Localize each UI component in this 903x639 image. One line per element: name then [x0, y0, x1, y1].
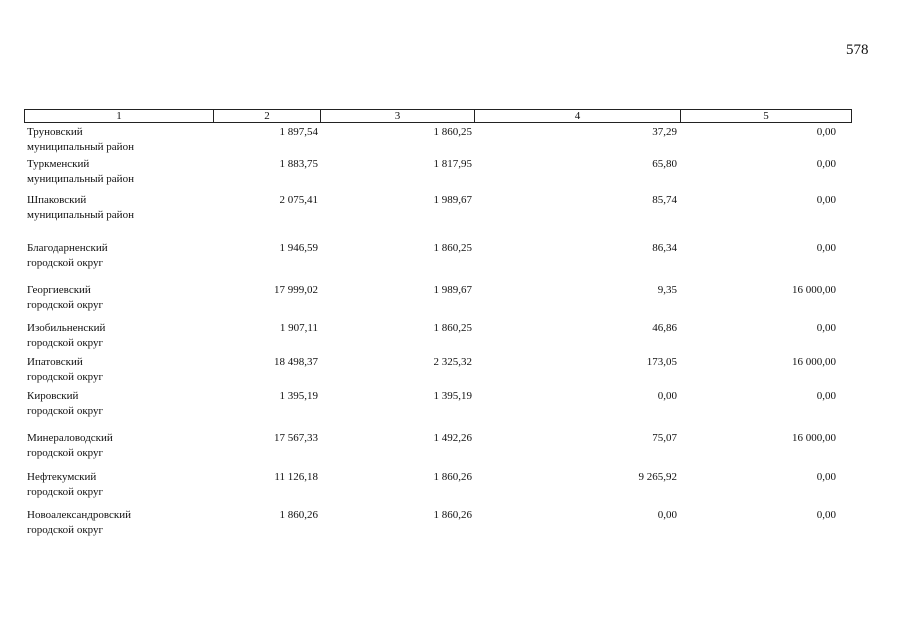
cell-col-3: 1 989,67	[433, 284, 472, 296]
cell-col-4: 173,05	[646, 356, 677, 368]
row-name-line-1: Шпаковский	[27, 194, 87, 206]
row-name	[27, 193, 207, 223]
cell-col-5: 16 000,00	[792, 432, 836, 444]
table-row	[0, 283, 903, 319]
row-name-line-2: городской округ	[27, 486, 104, 498]
row-name-line-1: Туркменский	[27, 158, 90, 170]
table-row	[0, 321, 903, 357]
table-row	[0, 157, 903, 193]
row-name-line-2: городской округ	[27, 257, 104, 269]
cell-col-5: 0,00	[816, 194, 836, 206]
cell-col-4: 9 265,92	[638, 471, 677, 483]
cell-col-4: 0,00	[657, 509, 677, 521]
cell-col-3: 1 860,25	[433, 322, 472, 334]
cell-col-4: 85,74	[652, 194, 677, 206]
table-row	[0, 241, 903, 277]
cell-col-5: 0,00	[816, 471, 836, 483]
row-name	[27, 470, 207, 500]
cell-col-4: 46,86	[652, 322, 677, 334]
cell-col-4: 86,34	[652, 242, 677, 254]
row-name-line-1: Труновский	[27, 126, 83, 138]
cell-col-4: 65,80	[652, 158, 677, 170]
header-cell-2: 2	[214, 110, 321, 122]
row-name	[27, 508, 207, 538]
cell-col-3: 1 395,19	[433, 390, 472, 402]
row-name	[27, 157, 207, 187]
cell-col-2: 1 897,54	[279, 126, 318, 138]
cell-col-2: 1 883,75	[279, 158, 318, 170]
row-name	[27, 241, 207, 271]
cell-col-5: 0,00	[816, 126, 836, 138]
table-row	[0, 508, 903, 544]
row-name-line-2: городской округ	[27, 524, 104, 536]
table-row	[0, 470, 903, 506]
cell-col-3: 1 860,25	[433, 242, 472, 254]
row-name-line-2: муниципальный район	[27, 173, 134, 185]
header-cell-1: 1	[25, 110, 214, 122]
cell-col-5: 0,00	[816, 390, 836, 402]
cell-col-4: 9,35	[657, 284, 677, 296]
header-cell-5: 5	[763, 110, 769, 122]
cell-col-5: 16 000,00	[792, 284, 836, 296]
cell-col-5: 0,00	[816, 509, 836, 521]
row-name-line-2: муниципальный район	[27, 141, 134, 153]
cell-col-3: 1 860,26	[433, 509, 472, 521]
cell-col-4: 0,00	[657, 390, 677, 402]
cell-col-3: 1 817,95	[433, 158, 472, 170]
row-name-line-1: Благодарненский	[27, 242, 108, 254]
cell-col-2: 11 126,18	[274, 471, 318, 483]
row-name-line-1: Кировский	[27, 390, 79, 402]
row-name	[27, 125, 207, 155]
cell-col-3: 1 989,67	[433, 194, 472, 206]
table-row	[0, 193, 903, 229]
row-name-line-1: Нефтекумский	[27, 471, 97, 483]
cell-col-5: 0,00	[816, 242, 836, 254]
cell-col-3: 1 860,26	[433, 471, 472, 483]
cell-col-4: 37,29	[652, 126, 677, 138]
header-cell-4: 4	[475, 110, 681, 122]
cell-col-2: 1 907,11	[279, 322, 318, 334]
cell-col-2: 1 860,26	[279, 509, 318, 521]
page-number: 578	[846, 42, 869, 58]
row-name-line-2: городской округ	[27, 299, 104, 311]
cell-col-2: 17 999,02	[274, 284, 318, 296]
row-name	[27, 321, 207, 351]
cell-col-2: 2 075,41	[279, 194, 318, 206]
cell-col-4: 75,07	[652, 432, 677, 444]
cell-col-2: 1 946,59	[279, 242, 318, 254]
row-name	[27, 431, 207, 461]
cell-col-5: 0,00	[816, 322, 836, 334]
cell-col-2: 18 498,37	[274, 356, 318, 368]
row-name	[27, 355, 207, 385]
row-name-line-1: Минераловодский	[27, 432, 113, 444]
row-name-line-2: городской округ	[27, 337, 104, 349]
table-row	[0, 125, 903, 161]
row-name-line-2: городской округ	[27, 447, 104, 459]
header-cell-3: 3	[321, 110, 475, 122]
table-row	[0, 389, 903, 425]
cell-col-5: 0,00	[816, 158, 836, 170]
row-name-line-1: Новоалександровский	[27, 509, 131, 521]
row-name-line-1: Георгиевский	[27, 284, 91, 296]
cell-col-3: 1 860,25	[433, 126, 472, 138]
row-name-line-1: Ипатовский	[27, 356, 83, 368]
table-row	[0, 431, 903, 467]
table-row	[0, 355, 903, 391]
row-name	[27, 283, 207, 313]
cell-col-3: 1 492,26	[433, 432, 472, 444]
cell-col-2: 1 395,19	[279, 390, 318, 402]
cell-col-2: 17 567,33	[274, 432, 318, 444]
row-name-line-2: городской округ	[27, 371, 104, 383]
cell-col-3: 2 325,32	[433, 356, 472, 368]
row-name-line-2: муниципальный район	[27, 209, 134, 221]
row-name-line-2: городской округ	[27, 405, 104, 417]
row-name	[27, 389, 207, 419]
cell-col-5: 16 000,00	[792, 356, 836, 368]
row-name-line-1: Изобильненский	[27, 322, 106, 334]
